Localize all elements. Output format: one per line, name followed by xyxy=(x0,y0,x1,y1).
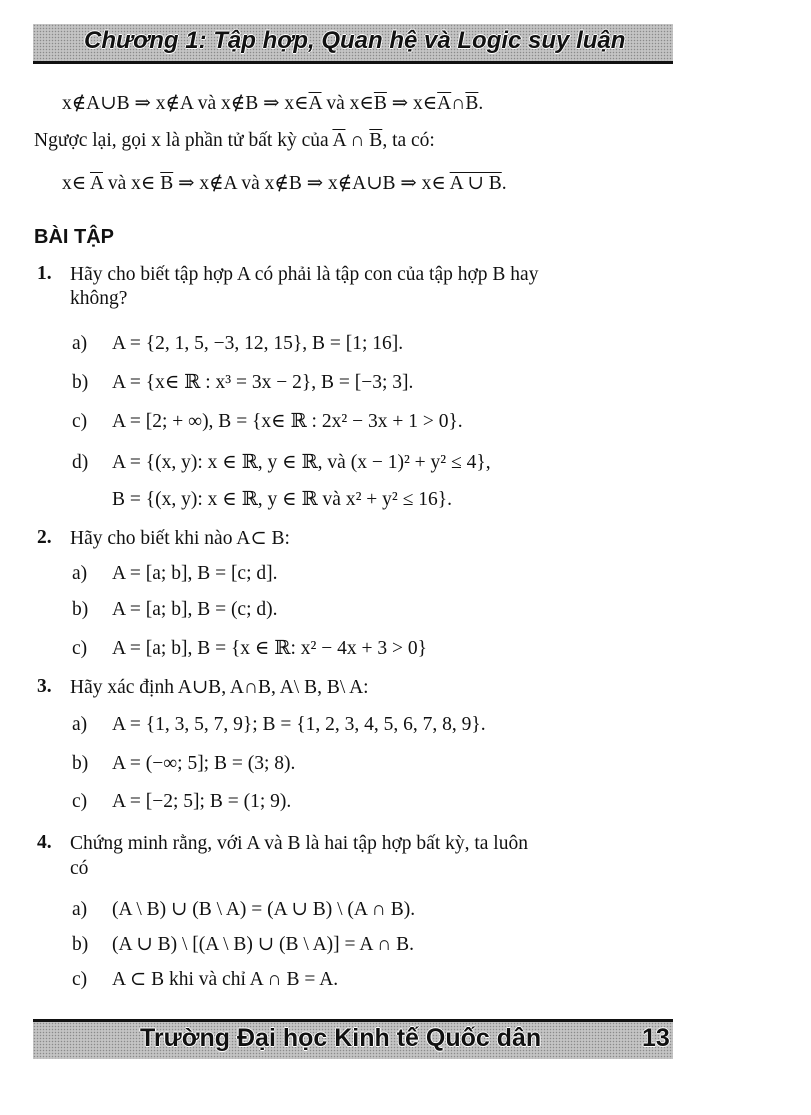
proof-text: ⇒ x∉A và x∉B ⇒ x∉A∪B ⇒ x∈ xyxy=(173,173,450,194)
chapter-title: Chương 1: Tập hợp, Quan hệ và Logic suy luận xyxy=(84,27,626,54)
complement-b: $\overline{B}$ xyxy=(160,173,174,194)
proof-text: x∉A∪B ⇒ x∉A và x∉B ⇒ x∈ xyxy=(62,93,309,114)
complement-b: $\overline{B}$ xyxy=(465,93,479,114)
item-text: A ⊂ B khi và chỉ A ∩ B = A. xyxy=(112,969,339,990)
proof-text: ∩ xyxy=(345,130,370,151)
item-text: A = {x∈ ℝ : x³ = 3x − 2}, B = [−3; 3]. xyxy=(112,372,414,393)
proof-text: và x∈ xyxy=(321,93,374,114)
proof-text: . xyxy=(501,173,507,194)
item-text: (A \ B) ∪ (B \ A) = (A ∪ B) \ (A ∩ B). xyxy=(112,899,416,920)
complement-a: $\overline{A}$ xyxy=(437,93,452,114)
header-rule xyxy=(33,61,673,64)
page-number: 13 xyxy=(642,1024,670,1052)
proof-text: và x∈ xyxy=(103,173,161,194)
item-label: a) xyxy=(72,563,88,584)
proof-line-3 xyxy=(62,172,507,195)
proof-line-1 xyxy=(62,92,483,115)
item-text: A = [−2; 5]; B = (1; 9). xyxy=(112,791,292,812)
proof-line-2 xyxy=(34,129,435,152)
item-text: (A ∪ B) \ [(A \ B) ∪ (B \ A)] = A ∩ B. xyxy=(112,934,415,955)
proof-text: ⇒ x∈ xyxy=(386,93,438,114)
complement-b: $\overline{B}$ xyxy=(373,93,387,114)
item-label: a) xyxy=(72,899,88,920)
proof-text: , ta có: xyxy=(382,130,435,151)
item-label: a) xyxy=(72,333,88,354)
exercise-question: không? xyxy=(70,288,128,309)
exercise-question: có xyxy=(70,858,89,879)
proof-text: Ngược lại, gọi x là phần tử bất kỳ của xyxy=(34,130,333,151)
complement-b: $\overline{B}$ xyxy=(369,130,383,151)
exercise-question: Hãy cho biết tập hợp A có phải là tập con của tập hợp B hay xyxy=(70,264,539,285)
item-text: B = {(x, y): x ∈ ℝ, y ∈ ℝ và x² + y² ≤ 16}. xyxy=(112,489,452,510)
section-title: BÀI TẬP xyxy=(34,226,114,248)
item-label: c) xyxy=(72,969,88,990)
item-text: A = {2, 1, 5, −3, 12, 15}, B = [1; 16]. xyxy=(112,333,404,354)
item-text: A = [a; b], B = {x ∈ ℝ: x² − 4x + 3 > 0} xyxy=(112,638,427,659)
item-label: b) xyxy=(72,934,89,955)
item-label: a) xyxy=(72,714,88,735)
item-text: A = {(x, y): x ∈ ℝ, y ∈ ℝ, và (x − 1)² + y² ≤ 4}, xyxy=(112,452,491,473)
exercise-number: 4. xyxy=(37,832,52,853)
item-text: A = [a; b], B = (c; d). xyxy=(112,599,278,620)
proof-text: . xyxy=(478,93,484,114)
item-text: A = [2; + ∞), B = {x∈ ℝ : 2x² − 3x + 1 > 0}. xyxy=(112,411,463,432)
item-label: b) xyxy=(72,372,89,393)
item-label: c) xyxy=(72,791,88,812)
item-label: b) xyxy=(72,599,89,620)
item-label: c) xyxy=(72,638,88,659)
exercise-question: Chứng minh rằng, với A và B là hai tập hợp bất kỳ, ta luôn xyxy=(70,833,528,854)
proof-text: x∈ xyxy=(62,173,90,194)
exercise-number: 1. xyxy=(37,263,52,284)
exercise-question: Hãy cho biết khi nào A⊂ B: xyxy=(70,528,290,549)
item-label: d) xyxy=(72,452,89,473)
university-name: Trường Đại học Kinh tế Quốc dân xyxy=(140,1024,542,1052)
item-label: c) xyxy=(72,411,88,432)
exercise-question: Hãy xác định A∪B, A∩B, A\ B, B\ A: xyxy=(70,677,369,698)
item-text: A = [a; b], B = [c; d]. xyxy=(112,563,278,584)
complement-a: $\overline{A}$ xyxy=(308,93,322,114)
exercise-number: 2. xyxy=(37,527,52,548)
exercise-number: 3. xyxy=(37,676,52,697)
item-text: A = {1, 3, 5, 7, 9}; B = {1, 2, 3, 4, 5, 6, 7, 8, 9}. xyxy=(112,714,486,735)
item-label: b) xyxy=(72,753,89,774)
proof-text: ∩ xyxy=(451,93,466,114)
complement-a: $\overline{A}$ xyxy=(89,173,103,194)
complement-a: $\overline{A}$ xyxy=(332,130,346,151)
complement-union: A ∪ B xyxy=(449,173,502,194)
item-text: A = (−∞; 5]; B = (3; 8). xyxy=(112,753,296,774)
